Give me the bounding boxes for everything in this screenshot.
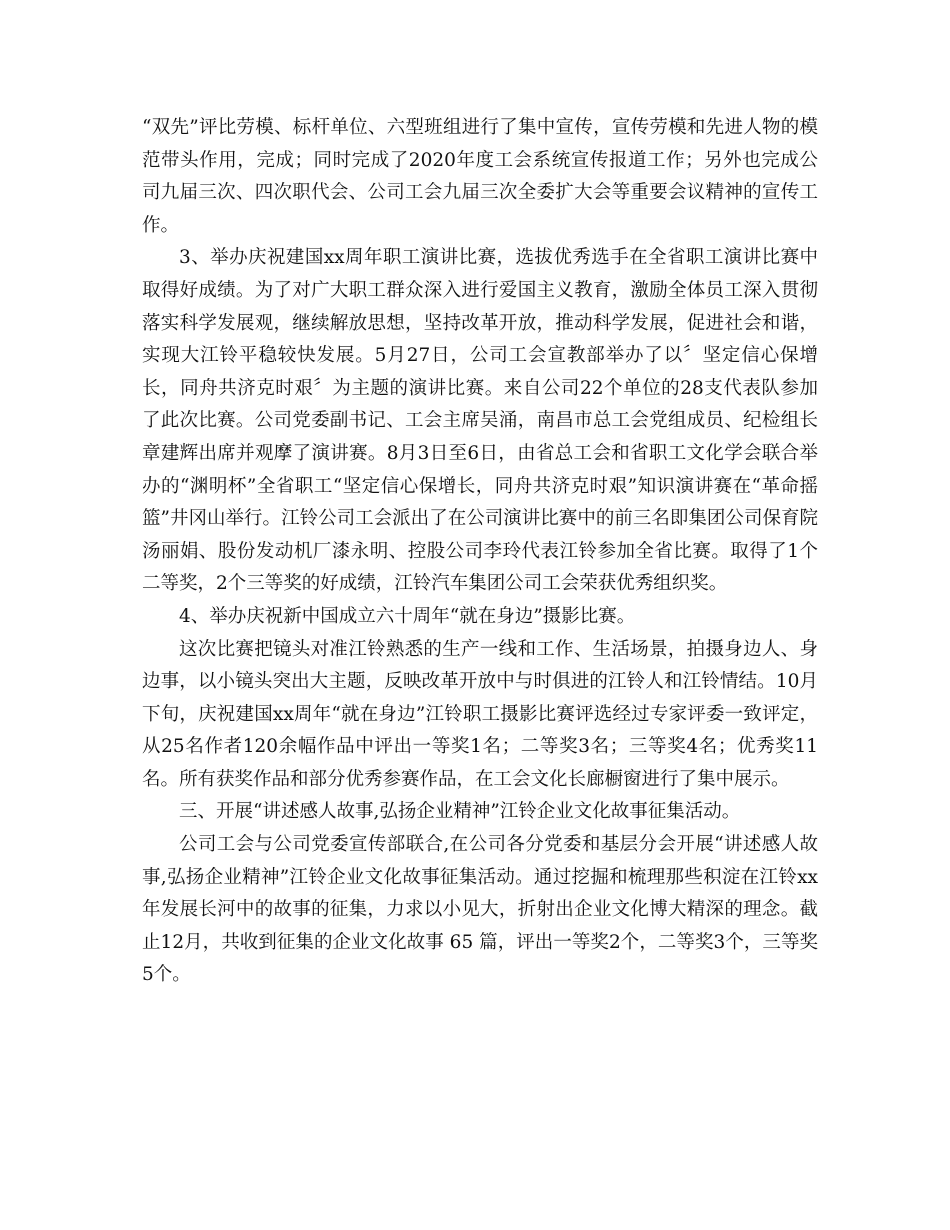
- section-heading-story-collection: 三、开展“讲述感人故事,弘扬企业精神”江铃企业文化故事征集活动。: [179, 801, 741, 823]
- paragraph-photo-contest-heading: 4、举办庆祝新中国成立六十周年“就在身边”摄影比赛。: [179, 605, 636, 627]
- paragraph-photo-contest-details: 这次比赛把镜头对准江铃熟悉的生产一线和工作、生活场景，拍摄身边人、身边事，以小镜头突出大主题，反映改革开放中与时俱进的江铃人和江铃情结。10月下旬，庆祝建国xx周年“就在身边”江铃职工摄影比赛评选经过专家评委一致评定，从25名作者120余幅作品中评出一等奖1名；二等奖3名；三等奖4名；优秀奖11名。所有获奖作品和部分优秀参赛作品，在工会文化长廊橱窗进行了集中展示。: [142, 638, 818, 790]
- paragraph-publicity-summary: “双先”评比劳模、标杆单位、六型班组进行了集中宣传，宣传劳模和先进人物的模范带头作用，完成；同时完成了2020年度工会系统宣传报道工作；另外也完成公司九届三次、四次职代会、公司工会九届三次全委扩大会等重要会议精神的宣传工作。: [142, 117, 818, 236]
- paragraph-story-collection-details: 公司工会与公司党委宣传部联合,在公司各分党委和基层分会开展“讲述感人故事,弘扬企业精神”江铃企业文化故事征集活动。通过挖掘和梳理那些积淀在江铃xx年发展长河中的故事的征集，力求以小见大，折射出企业文化博大精深的理念。截止12月，共收到征集的企业文化故事 65 篇，评出一等奖2个，二等奖3个，三等奖5个。: [142, 834, 818, 986]
- paragraph-speech-contest: 3、举办庆祝建国xx周年职工演讲比赛，选拔优秀选手在全省职工演讲比赛中取得好成绩。为了对广大职工群众深入进行爱国主义教育，激励全体员工深入贯彻落实科学发展观，继续解放思想，坚持改革开放，推动科学发展，促进社会和谐，实现大江铃平稳较快发展。5月27日，公司工会宣教部举办了以〞坚定信心保增长，同舟共济克时艰〞为主题的演讲比赛。来自公司22个单位的28支代表队参加了此次比赛。公司党委副书记、工会主席吴涌，南昌市总工会党组成员、纪检组长章建辉出席并观摩了演讲赛。8月3日至6日，由省总工会和省职工文化学会联合举办的“渊明杯”全省职工“坚定信心保增长，同舟共济克时艰”知识演讲赛在“革命摇篮”井冈山举行。江铃公司工会派出了在公司演讲比赛中的前三名即集团公司保育院汤丽娟、股份发动机厂漆永明、控股公司李玲代表江铃参加全省比赛。取得了1个二等奖，2个三等奖的好成绩，江铃汽车集团公司工会荣获优秀组织奖。: [142, 247, 818, 595]
